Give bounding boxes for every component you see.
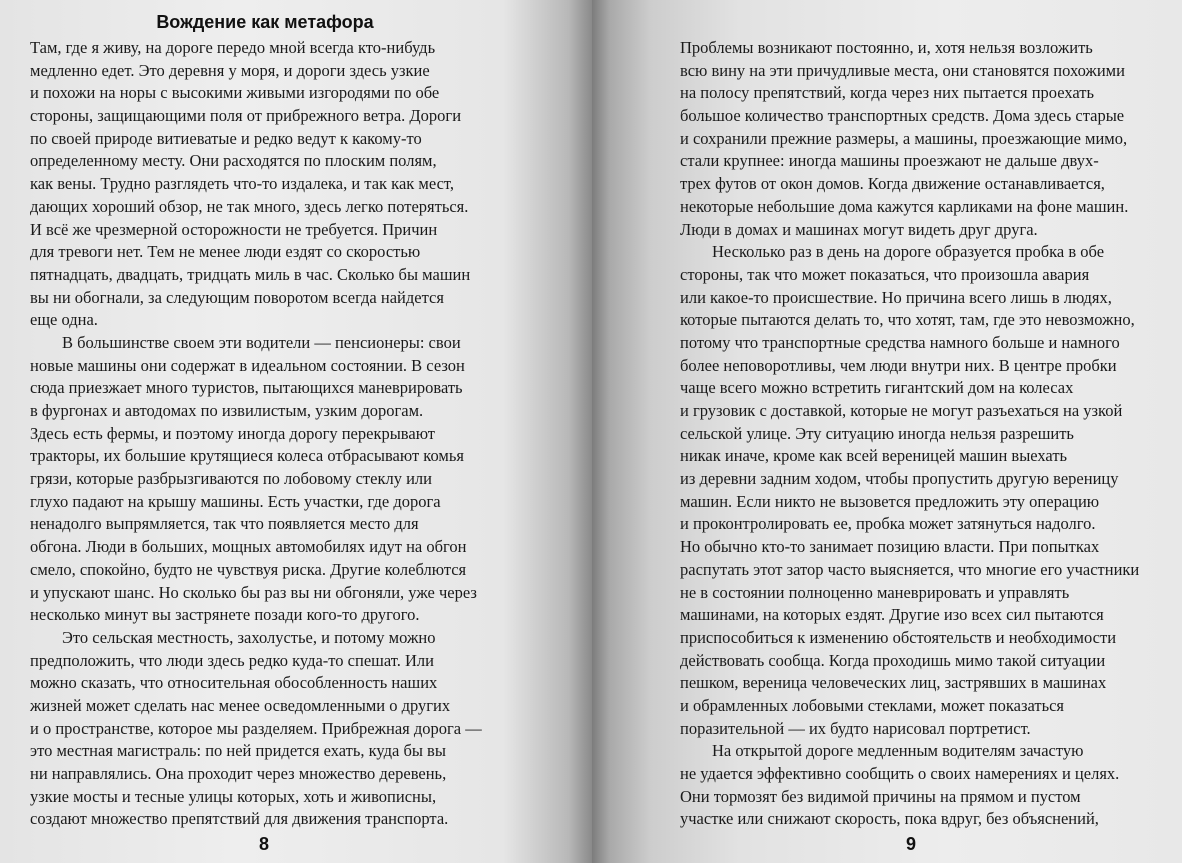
text-line: дающих хороший обзор, не так много, здесь легко потеряться. — [30, 196, 469, 216]
text-line: приспособиться к изменению обстоятельств и необходимости — [680, 627, 1117, 647]
text-line: предположить, что люди здесь редко куда-то спешат. Или — [30, 650, 434, 670]
text-line: большое количество транспортных средств. Дома здесь старые — [680, 106, 1125, 126]
text-line: поразительной — их будто нарисовал портретист. — [680, 718, 1031, 738]
text-line: сельской улице. Эту ситуацию иногда нельзя разрешить — [680, 423, 1074, 443]
text-line: на полосу препятствий, когда через них пытается проехать — [680, 83, 1095, 103]
text-line: из деревни задним ходом, чтобы пропустить другую вереницу — [680, 469, 1119, 489]
text-line: медленно едет. Это деревня у моря, и дороги здесь узкие — [30, 60, 430, 80]
text-line: несколько минут вы застрянете позади кого-то другого. — [30, 605, 420, 625]
text-line: участке или снижают скорость, пока вдруг, без объяснений, — [680, 809, 1099, 829]
chapter-title: Вождение как метафора — [156, 12, 374, 32]
text-line: распутать этот затор часто выясняется, что многие его участники — [680, 559, 1140, 579]
text-line: и проконтролировать ее, пробка может затянуться надолго. — [680, 514, 1096, 534]
text-line: машинами, на которых ездят. Другие изо всех сил пытаются — [680, 605, 1104, 625]
text-line: грязи, которые разбрызгиваются по лобовому стеклу или — [30, 469, 432, 489]
text-line: всю вину на эти причудливые места, они становятся похожими — [680, 60, 1125, 80]
text-line: стали крупнее: иногда машины проезжают не дальше двух- — [680, 151, 1099, 171]
text-line: это местная магистраль: по ней придется ехать, куда бы вы — [30, 741, 446, 761]
text-line: ненадолго выпрямляется, так что появляется место для — [30, 514, 419, 534]
text-line: Несколько раз в день на дороге образуется пробка в обе — [712, 242, 1105, 262]
text-line: жизней может сделать нас менее осведомленными о других — [30, 695, 451, 715]
text-line: тракторы, их большие крутящиеся колеса отбрасывают комья — [30, 446, 464, 466]
text-line: ни направлялись. Она проходит через множество деревень, — [30, 764, 447, 783]
text-line: Это сельская местность, захолустье, и потому можно — [62, 627, 436, 647]
text-line: вы ни обогнали, за следующим поворотом всегда найдется — [30, 287, 444, 307]
text-line: никак иначе, кроме как всей вереницей машин выехать — [680, 446, 1068, 466]
text-line: и о пространстве, которое мы разделяем. Прибрежная дорога — — [30, 718, 482, 738]
text-line: еще одна. — [30, 310, 98, 330]
text-line: для тревоги нет. Тем не менее люди ездят со скоростью — [30, 242, 421, 262]
text-line: В большинстве своем эти водители — пенсионеры: свои — [62, 332, 461, 352]
right-page-text — [680, 37, 1150, 831]
text-line: узкие мосты и тесные улицы которых, хоть и живописны, — [30, 786, 437, 806]
text-line: Здесь есть фермы, и поэтому иногда дорогу перекрывают — [30, 423, 436, 443]
text-line: пятнадцать, двадцать, тридцать миль в час. Сколько бы машин — [30, 264, 471, 284]
text-line: и сохранили прежние размеры, а машины, проезжающие мимо, — [680, 128, 1128, 148]
text-line: в фургонах и автодомах по извилистым, узким дорогам. — [30, 401, 424, 420]
text-line: новые машины они содержат в идеальном состоянии. В сезон — [30, 355, 465, 375]
text-line: как вены. Трудно разглядеть что-то издалека, и так как мест, — [30, 174, 455, 194]
text-line: обгона. Люди в больших, мощных автомобилях идут на обгон — [30, 537, 467, 557]
text-line: и похожи на норы с высокими живыми изгородями по обе — [30, 83, 440, 103]
text-line: машин. Если никто не вызовется предложить эту операцию — [680, 491, 1100, 511]
text-line: Проблемы возникают постоянно, и, хотя нельзя возложить — [680, 38, 1093, 57]
text-line: чаще всего можно встретить гигантский дом на колесах — [680, 378, 1074, 398]
text-line: Но обычно кто-то занимает позицию власти. При попытках — [680, 537, 1100, 557]
text-line: можно сказать, что относительная обособленность наших — [30, 673, 438, 693]
text-line: смело, спокойно, будто не чувствуя риска. Другие колеблются — [30, 559, 467, 579]
text-line: более неповоротливы, чем люди внутри них. В центре пробки — [680, 355, 1117, 375]
text-line: стороны, защищающими поля от прибрежного ветра. Дороги — [30, 106, 462, 126]
right-page — [592, 0, 1182, 863]
text-line: не в состоянии полноценно маневрировать и управлять — [680, 582, 1070, 602]
text-line: стороны, так что может показаться, что произошла авария — [680, 264, 1090, 284]
text-line: создают множество препятствий для движения транспорта. — [30, 809, 449, 829]
page-number-right: 9 — [906, 834, 917, 854]
text-line: которые пытаются делать то, что хотят, там, где это невозможно, — [680, 310, 1135, 330]
text-line: определенному месту. Они расходятся по плоским полям, — [30, 151, 437, 171]
text-line: Там, где я живу, на дороге передо мной всегда кто-нибудь — [30, 38, 436, 57]
text-line: трех футов от окон домов. Когда движение останавливается, — [680, 174, 1105, 194]
text-line: или какое-то происшествие. Но причина всего лишь в людях, — [680, 287, 1112, 307]
text-line: и обрамленных лобовыми стеклами, может показаться — [680, 695, 1065, 715]
text-line: некоторые небольшие дома кажутся карликами на фоне машин. — [680, 196, 1129, 216]
text-line: по своей природе витиеватые и редко ведут к какому-то — [30, 128, 422, 148]
text-line: и грузовик с доставкой, которые не могут разъехаться на узкой — [680, 401, 1123, 420]
text-line: и упускают шанс. Но сколько бы раз вы ни обгоняли, уже через — [30, 582, 477, 602]
left-page-text — [30, 37, 505, 831]
page-number-left: 8 — [259, 834, 270, 854]
text-line: На открытой дороге медленным водителям зачастую — [712, 741, 1084, 761]
text-line: сюда приезжает много туристов, пытающихся маневрировать — [30, 378, 463, 398]
text-line: И всё же чрезмерной осторожности не требуется. Причин — [30, 219, 438, 239]
text-line: пешком, вереница человеческих лиц, застрявших в машинах — [680, 673, 1107, 693]
text-line: действовать сообща. Когда проходишь мимо такой ситуации — [680, 650, 1106, 670]
text-line: Они тормозят без видимой причины на прямом и пустом — [680, 786, 1081, 806]
text-line: глухо падают на крышу машины. Есть участки, где дорога — [30, 491, 441, 511]
text-line: потому что транспортные средства намного больше и намного — [680, 332, 1120, 352]
text-line: Люди в домах и машинах могут видеть друг друга. — [680, 219, 1038, 239]
text-line: не удается эффективно сообщить о своих намерениях и целях. — [680, 764, 1120, 783]
